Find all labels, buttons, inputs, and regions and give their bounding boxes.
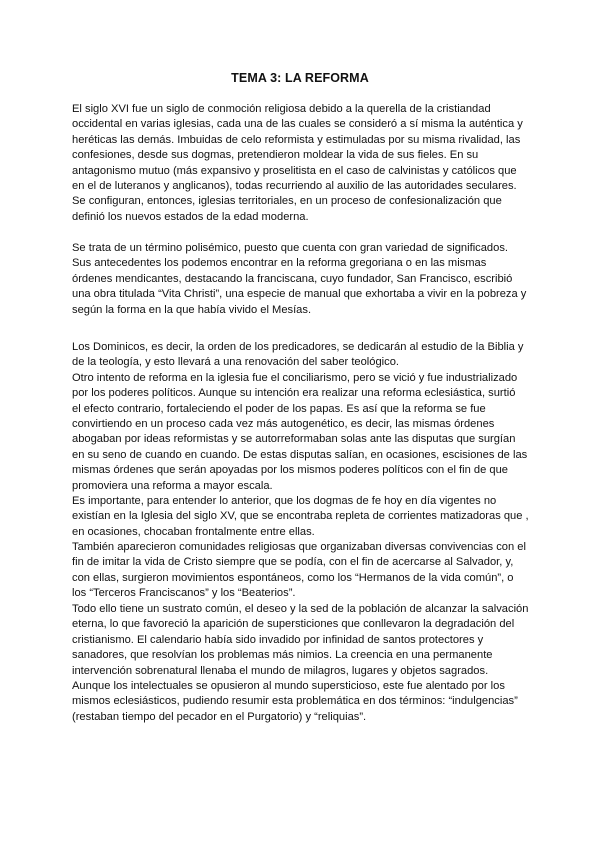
paragraph-intro xyxy=(72,102,532,225)
text-line: según la forma en la que había vivido el Mesías. xyxy=(72,303,312,316)
text-line: El siglo XVI fue un siglo de conmoción religiosa debido a la querella de la cristiandad xyxy=(72,103,491,115)
text-line: Aunque los intelectuales se opusieron al mundo supersticioso, este fue alentado por los xyxy=(72,679,505,692)
text-line: antagonismo mutuo (más expansivo y proselitista en el caso de calvinistas y católicos que xyxy=(72,164,517,177)
text-line: Se trata de un término polisémico, puesto que cuenta con gran variedad de significados. xyxy=(72,242,508,254)
text-line: en el de luteranos y anglicanos), todas recurriendo al auxilio de las autoridades seculares. xyxy=(72,179,517,192)
text-line: eterna, lo que favoreció la aparición de supersticiones que conllevaron la degradación del xyxy=(72,618,515,631)
text-line: en su seno de cuando en cuando. De estas disputas salían, en ocasiones, escisiones de las xyxy=(72,448,528,461)
text-line: cristianismo. El calendario había sido invadido por infinidad de santos protectores y xyxy=(72,633,484,646)
text-line: los “Terceros Franciscanos” y los “Beaterios”. xyxy=(72,587,296,600)
text-line: occidental en varias iglesias, cada una de las cuales se consideró a sí misma la auténtica y xyxy=(72,118,523,131)
text-line: Es importante, para entender lo anterior, que los dogmas de fe hoy en día vigentes no xyxy=(72,494,497,507)
text-line: mismas órdenes que serán apoyadas por los mismos poderes políticos con el fin de que xyxy=(72,464,508,477)
text-line: abogaban por ideas reformistas y se autorreformaban solas ante las disputas que surgían xyxy=(72,433,516,446)
text-line: por los poderes políticos. Aunque su intención era realizar una reforma eclesiástica, surtió xyxy=(72,387,516,400)
text-line: de la teología, y esto llevará a una renovación del saber teológico. xyxy=(72,356,400,369)
text-line: definió los nuevos estados de la edad moderna. xyxy=(72,210,309,223)
text-line: (restaban tiempo del pecador en el Purgatorio) y “reliquias”. xyxy=(72,710,367,723)
text-line: Los Dominicos, es decir, la orden de los predicadores, se dedicarán al estudio de la Biblia y xyxy=(72,341,524,353)
text-line: fin de imitar la vida de Cristo siempre que se podía, con el fin de acercarse al Salvador, y, xyxy=(72,556,514,569)
text-line: existían en la Iglesia del siglo XV, que se encontraba repleta de corrientes matizadoras que , xyxy=(72,510,529,523)
text-line: confesiones, desde sus dogmas, pretendieron moldear la vida de sus fieles. En su xyxy=(72,149,479,162)
text-line: promoviera una reforma a mayor escala. xyxy=(72,479,273,492)
text-line: el efecto contrario, fortaleciendo el poder de los papas. Es así que la reforma se fue xyxy=(72,402,486,415)
text-line: con ellas, surgieron movimientos espontáneos, como los “Hermanos de la vida común”, o xyxy=(72,571,514,584)
text-line: mismos eclesiásticos, pudiendo resumir esta problemática en dos términos: “indulgencias” xyxy=(72,695,518,708)
text-line: heréticas las demás. Imbuidas de celo reformista y estimuladas por su misma rivalidad, las xyxy=(72,133,521,146)
text-line: sanadores, que resolvían los problemas más nimios. La creencia en una permanente xyxy=(72,649,493,662)
text-line: convirtiendo en un proceso cada vez más autogenético, es decir, las mismas órdenes xyxy=(72,417,495,430)
text-line: una obra titulada “Vita Christi”, una especie de manual que exhortaba a vivir en la pobreza y xyxy=(72,288,527,301)
text-line: También aparecieron comunidades religiosas que organizaban diversas convivencias con el xyxy=(72,541,526,554)
paragraph-reform-attempts xyxy=(72,340,532,602)
text-line: Sus antecedentes los podemos encontrar en la reforma gregoriana o en las mismas xyxy=(72,257,487,270)
text-line: en ocasiones, chocaban frontalmente entre ellas. xyxy=(72,525,315,538)
text-line: Se configuran, entonces, iglesias territoriales, en un proceso de confesionalización que xyxy=(72,195,502,208)
paragraph-definition xyxy=(72,241,532,318)
text-line: órdenes mendicantes, destacando la franciscana, cuyo fundador, San Francisco, escribió xyxy=(72,272,513,285)
text-line: intervención sobrenatural llenaba el mundo de milagros, lugares y objetos sagrados. xyxy=(72,664,489,677)
paragraph-superstition xyxy=(72,602,532,725)
text-line: Otro intento de reforma en la iglesia fue el conciliarismo, pero se vició y fue industrializado xyxy=(72,371,518,384)
page-title: TEMA 3: LA REFORMA xyxy=(231,71,369,85)
text-line: Todo ello tiene un sustrato común, el deseo y la sed de la población de alcanzar la salvación xyxy=(72,603,529,615)
